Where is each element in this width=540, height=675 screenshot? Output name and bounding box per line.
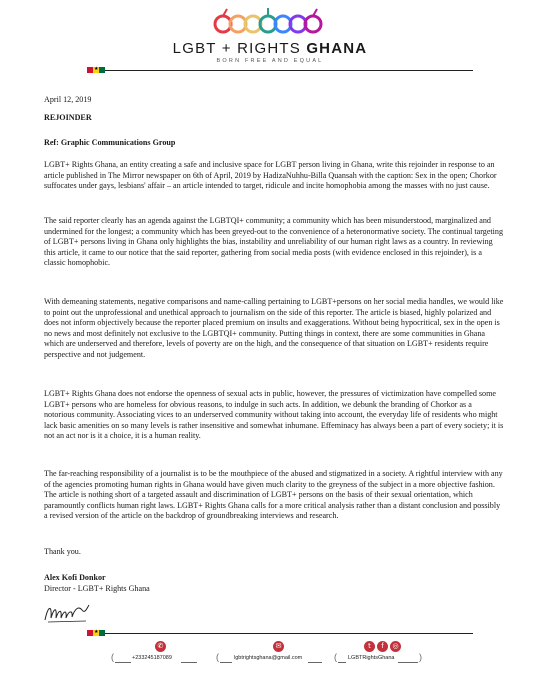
- instagram-icon: ◎: [390, 641, 401, 652]
- footer-rule: [105, 633, 473, 634]
- rainbow-rings-logo: [209, 6, 329, 42]
- brand-name: [0, 40, 540, 57]
- paragraph-4: LGBT+ Rights Ghana does not endorse the openness of sexual acts in public, however, the pressures of victimization have compelled some LGBT+ persons who are homeless for obvious reasons, to indulge in such acts. In addition, we debunk the branding of Chorkor as a notorious community. Associating vices to an underserved community without taking into account, the everyday life of residents who might lack basic amenities on so many levels is rather insensitive and somewhat inhumane. Effeminacy has always been a part of every society; it is not an act nor is it a choice, it is a human reality.: [44, 389, 504, 441]
- brand-name-light: LGBT + RIGHTS: [172, 40, 307, 57]
- footer-social-handle[interactable]: LGBTRightsGhana: [348, 655, 395, 661]
- paragraph-3: With demeaning statements, negative comparisons and name-calling pertaining to LGBT+persons on her social media handles, we would like to point out the unprofessional and unethical approach to journalism on the side of this reporter. The article is biased, highly polarized and does not inform objectively because the reporter placed premium on insults and exaggerations. Without being hypocritical, sex in the open is no news and most definitely not exclusive to the LGBTQI+ community. Putting things in context, there are some communities in Ghana which are underserved and therefore, levels of poverty are on the high, and the consequence of that situation on LGBT+ residents require perspective and not judgement.: [44, 297, 504, 359]
- footer-phone[interactable]: +233245187089: [132, 655, 172, 661]
- footer-black-star-icon: ★: [94, 630, 99, 635]
- footer-line: [220, 662, 232, 663]
- whatsapp-icon: ✆: [155, 641, 166, 652]
- footer-line: [308, 662, 322, 663]
- facebook-icon: f: [377, 641, 388, 652]
- header-flag-divider: [87, 67, 473, 73]
- black-star-icon: ★: [94, 67, 99, 72]
- letter-title: REJOINDER: [44, 113, 92, 122]
- footer-bracket: (: [216, 652, 219, 662]
- footer-line: [115, 662, 131, 663]
- paragraph-5: The far-reaching responsibility of a journalist is to be the mouthpiece of the abused and stigmatized in a society. A rightful interview with any of the agencies promoting human rights in Ghana would have given much clarity to the greyness of the subject in a more objective fashion. The article is nothing short of a targeted assault and discrimination of LGBT+ persons on the basis of their sexual orientation, which paramountly conflicts human right laws. LGBT+ Rights Ghana calls for a more critical analysis rather than a distant conclusion and possibly a revised version of the article on the backdrop of groundbreaking interviews and research.: [44, 469, 503, 521]
- signatory-name: Alex Kofi Donkor: [44, 573, 106, 582]
- handwritten-signature: [42, 600, 92, 626]
- closing: Thank you.: [44, 547, 81, 556]
- paragraph-2: The said reporter clearly has an agenda against the LGBTQI+ community; a community which has been misunderstood, marginalized and undermined for the longest; a community which has been greyed-out to the convenience of a heteronormative society. The continual targeting of LGBT+ persons living in Ghana only highlights the bias, instability and unreliability of our human right laws as a country. In reviewing this article, it came to our notice that the said reporter, gathering from social media posts (with evidence enclosed in this rejoinder), is a classic homophobic.: [44, 216, 504, 268]
- footer-bracket: (: [334, 652, 337, 662]
- footer-bracket-left: (: [111, 652, 114, 662]
- tagline: BORN FREE AND EQUAL: [216, 58, 324, 64]
- letter-date: April 12, 2019: [44, 95, 92, 104]
- header-rule: [105, 70, 473, 71]
- footer-email[interactable]: lgbtrightsghana@gmail.com: [234, 655, 303, 661]
- signatory-role: Director - LGBT+ Rights Ghana: [44, 584, 150, 593]
- footer-line: [338, 662, 346, 663]
- letter-reference: Ref: Graphic Communications Group: [44, 138, 176, 147]
- twitter-icon: t: [364, 641, 375, 652]
- brand-name-bold: GHANA: [306, 40, 368, 57]
- footer-flag-divider: [87, 630, 473, 636]
- footer-bracket-right: ): [419, 652, 422, 662]
- footer-line: [181, 662, 197, 663]
- email-icon: ✉: [273, 641, 284, 652]
- paragraph-1: LGBT+ Rights Ghana, an entity creating a safe and inclusive space for LGBT person living in Ghana, write this rejoinder in response to an article published in The Mirror newspaper on 6th of April, 2019 by HadizaNuhhu-Billa Quansah with the caption: Sex in the open; Chorkor suffocates under gays, lesbians' affair – an article intended to target, ridicule and incite homophobia among the masses with no just cause.: [44, 160, 497, 191]
- footer-line: [398, 662, 418, 663]
